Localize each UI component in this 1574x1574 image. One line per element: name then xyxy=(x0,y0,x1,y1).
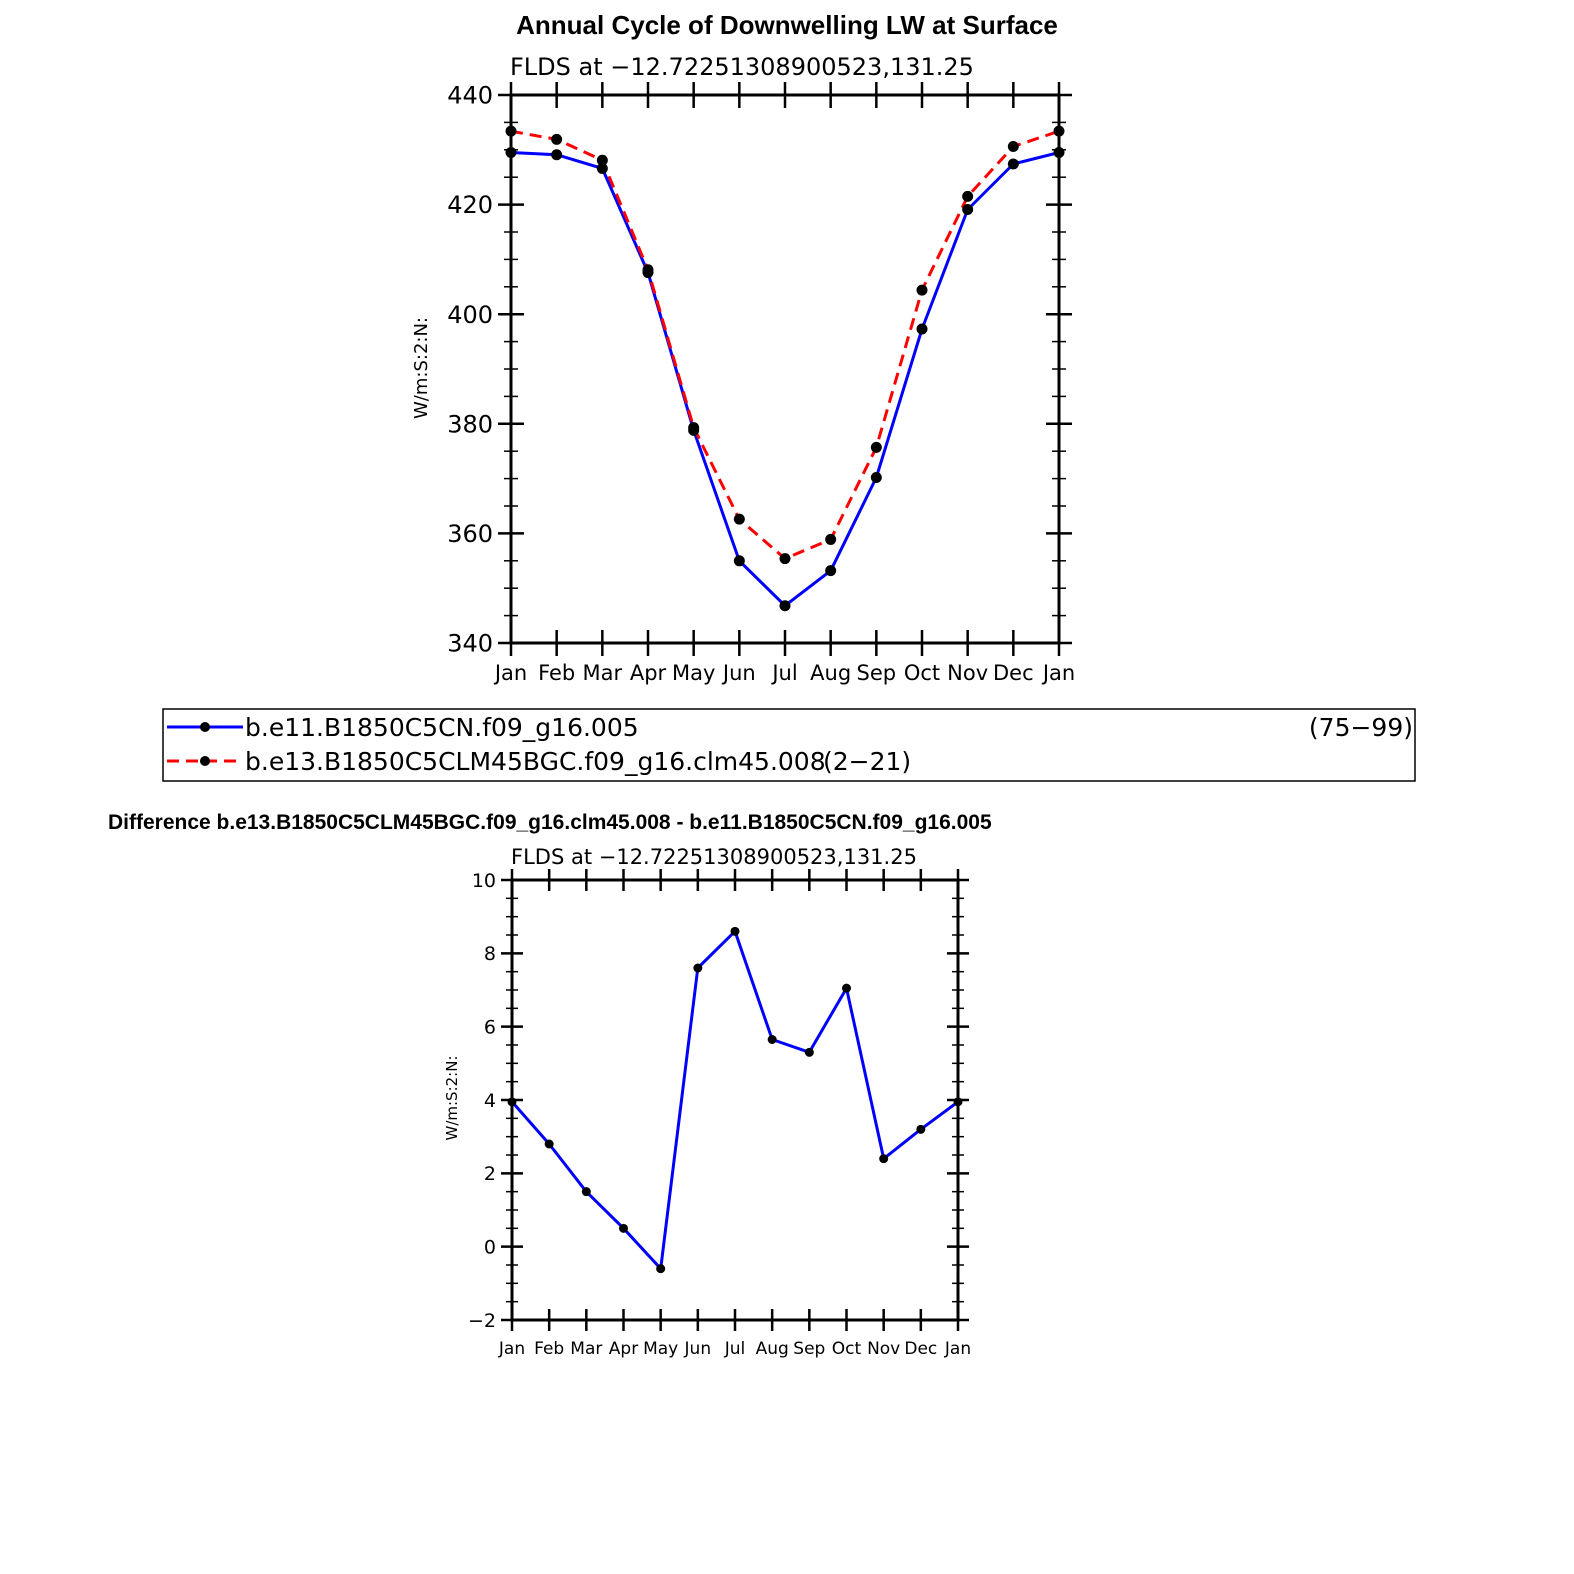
top-chart-series-2-point xyxy=(1008,141,1019,152)
top-chart-xtick-label: Jul xyxy=(772,661,798,685)
bottom-chart-subtitle: FLDS at −12.72251308900523,131.25 xyxy=(511,845,917,869)
bottom-chart-series-1-point xyxy=(582,1187,591,1196)
top-chart-ytick-label: 400 xyxy=(447,300,493,329)
top-chart-xtick-label: Nov xyxy=(947,661,989,685)
top-chart-xtick-label: Jun xyxy=(722,661,756,685)
legend-years-series-2: (2−21) xyxy=(823,747,912,776)
top-chart-ytick-label: 420 xyxy=(447,191,493,220)
top-chart-series-1-point xyxy=(871,472,882,483)
top-chart-series-1-point xyxy=(780,600,791,611)
legend-years-series-1: (75−99) xyxy=(1308,713,1413,742)
top-chart-ytick-label: 340 xyxy=(447,629,493,658)
bottom-chart-xtick-label: Jan xyxy=(498,1339,526,1359)
top-chart-series-2-point xyxy=(917,285,928,296)
bottom-chart-xtick-label: Mar xyxy=(570,1339,603,1359)
bottom-chart-xtick-label: Nov xyxy=(867,1339,901,1359)
bottom-chart-ytick-label: 8 xyxy=(483,943,496,966)
top-chart-ylabel: W/m:S:2:N: xyxy=(411,317,432,419)
top-chart-series-2-point xyxy=(551,134,562,145)
bottom-chart-ylabel: W/m:S:2:N: xyxy=(443,1055,461,1141)
legend-label-series-1: b.e11.B1850C5CN.f09_g16.005 xyxy=(245,713,639,742)
top-chart-series-2-point xyxy=(825,534,836,545)
bottom-chart-series-1-line xyxy=(512,931,958,1268)
legend-marker-series-1 xyxy=(200,722,210,732)
bottom-chart-series-1-point xyxy=(879,1154,888,1163)
bottom-chart-xtick-label: Dec xyxy=(904,1339,938,1359)
bottom-chart-ytick-label: −2 xyxy=(467,1309,496,1332)
top-chart-series-2-line xyxy=(511,131,1059,558)
legend-label-series-2: b.e13.B1850C5CLM45BGC.f09_g16.clm45.008 xyxy=(245,747,826,776)
top-chart-series-1-point xyxy=(962,204,973,215)
top-chart-ytick-label: 440 xyxy=(447,81,493,110)
top-chart-series-2-point xyxy=(734,514,745,525)
top-chart-series-2-point xyxy=(688,422,699,433)
bottom-chart-series xyxy=(508,927,963,1273)
top-chart-xtick-label: May xyxy=(671,661,716,685)
annual-cycle-chart xyxy=(411,10,1075,685)
bottom-chart-xtick-label: Apr xyxy=(608,1339,639,1359)
top-chart-series-1-point xyxy=(734,555,745,566)
bottom-chart-ytick-label: 4 xyxy=(483,1089,496,1112)
top-chart-series-2-point xyxy=(962,191,973,202)
top-chart-series-1-line xyxy=(511,153,1059,606)
top-chart-title: Annual Cycle of Downwelling LW at Surface xyxy=(516,10,1058,40)
bottom-chart-series-1-point xyxy=(619,1224,628,1233)
top-chart-xtick-label: Apr xyxy=(629,661,667,685)
top-chart-series-2-point xyxy=(871,442,882,453)
bottom-chart-frame xyxy=(512,880,958,1320)
top-chart-xtick-label: Aug xyxy=(810,661,852,685)
bottom-chart-series-1-point xyxy=(768,1035,777,1044)
bottom-chart-series-1-point xyxy=(731,927,740,936)
difference-chart xyxy=(108,811,992,1359)
top-chart-series-2-point xyxy=(597,155,608,166)
bottom-chart-xtick-label: Feb xyxy=(534,1339,565,1359)
bottom-chart-ytick-label: 6 xyxy=(483,1016,496,1039)
bottom-chart-series-1-point xyxy=(916,1125,925,1134)
top-chart-series-1-point xyxy=(825,565,836,576)
bottom-chart-xtick-label: Jul xyxy=(724,1339,746,1359)
top-chart-xtick-label: Dec xyxy=(993,661,1034,685)
bottom-chart-ytick-label: 0 xyxy=(483,1236,496,1259)
top-chart-xtick-label: Oct xyxy=(903,661,941,685)
top-chart-series-2-point xyxy=(780,553,791,564)
bottom-chart-xtick-label: Jun xyxy=(684,1339,712,1359)
bottom-chart-title: Difference b.e13.B1850C5CLM45BGC.f09_g16.clm45.008 - b.e11.B1850C5CN.f09_g16.005 xyxy=(108,811,992,834)
legend xyxy=(163,709,1415,781)
bottom-chart-xtick-label: Oct xyxy=(831,1339,862,1359)
bottom-chart-ticks xyxy=(468,869,971,1359)
top-chart-ytick-label: 380 xyxy=(447,410,493,439)
bottom-chart-xtick-label: Aug xyxy=(755,1339,789,1359)
bottom-chart-series-1-point xyxy=(693,964,702,973)
bottom-chart-ytick-label: 10 xyxy=(471,869,496,892)
top-chart-xtick-label: Mar xyxy=(582,661,623,685)
bottom-chart-ytick-label: 2 xyxy=(483,1163,496,1186)
bottom-chart-xtick-label: Sep xyxy=(793,1339,826,1359)
bottom-chart-xtick-label: Jan xyxy=(944,1339,972,1359)
bottom-chart-series-1-point xyxy=(842,984,851,993)
top-chart-series-2-point xyxy=(643,264,654,275)
top-chart-series-1-point xyxy=(1008,159,1019,170)
top-chart-series xyxy=(506,126,1065,612)
top-chart-series-1-point xyxy=(551,149,562,160)
top-chart-ytick-label: 360 xyxy=(447,520,493,549)
bottom-chart-xtick-label: May xyxy=(643,1339,679,1359)
top-chart-xtick-label: Jan xyxy=(1042,661,1076,685)
legend-marker-series-2 xyxy=(200,756,210,766)
top-chart-subtitle: FLDS at −12.72251308900523,131.25 xyxy=(510,53,974,81)
bottom-chart-series-1-point xyxy=(545,1140,554,1149)
bottom-chart-series-1-point xyxy=(656,1264,665,1273)
top-chart-xtick-label: Jan xyxy=(494,661,528,685)
top-chart-ticks xyxy=(447,82,1075,685)
top-chart-xtick-label: Sep xyxy=(856,661,897,685)
top-chart-series-1-point xyxy=(917,323,928,334)
top-chart-xtick-label: Feb xyxy=(538,661,576,685)
bottom-chart-series-1-point xyxy=(805,1048,814,1057)
